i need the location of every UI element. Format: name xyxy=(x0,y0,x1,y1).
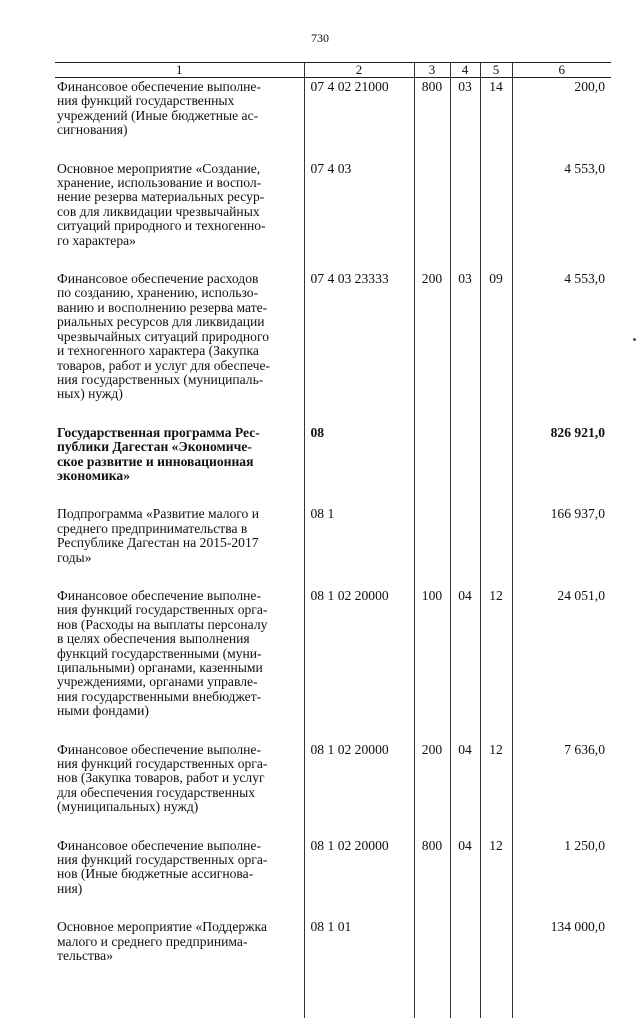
row-code-cell: 08 1 02 20000 xyxy=(304,585,414,739)
row-vr-cell: 100 xyxy=(414,585,450,739)
table-filler-row xyxy=(55,984,611,1018)
row-sum-cell: 1 250,0 xyxy=(512,835,611,917)
row-code-cell: 08 1 xyxy=(304,503,414,585)
column-header-3: 3 xyxy=(414,63,450,78)
row-sum-cell: 200,0 xyxy=(512,78,611,158)
row-rz-cell: 04 xyxy=(450,585,480,739)
row-name-cell: Финансовое обеспечение выполне- ния функций государственных орга- нов (Закупка товаров, работ и услуг для обеспечения государственных (муниципальных) нужд) xyxy=(57,741,268,815)
column-header-6: 6 xyxy=(512,63,611,78)
header-row xyxy=(55,63,611,78)
filler-cell xyxy=(480,984,512,1018)
row-name-cell: Основное мероприятие «Создание, хранение, использование и воспол- нение резерва материальных ресур- сов для ликвидации чрезвычайных ситуаций природного и техногенно- го характера» xyxy=(57,160,266,248)
row-pr-cell: 12 xyxy=(480,585,512,739)
row-pr-cell: 12 xyxy=(480,835,512,917)
row-name-cell: Подпрограмма «Развитие малого и среднего предпринимательства в Республике Дагестан на 2015-2017 годы» xyxy=(57,506,260,565)
row-code-cell: 07 4 03 xyxy=(304,158,414,268)
row-code-cell: 08 1 02 20000 xyxy=(304,835,414,917)
row-rz-cell: 03 xyxy=(450,268,480,422)
row-rz-cell xyxy=(450,158,480,268)
table-row xyxy=(55,739,611,835)
row-name-cell: Государственная программа Рес- публики Дагестан «Экономиче- ское развитие и инновационная экономика» xyxy=(57,424,260,483)
row-rz-cell: 04 xyxy=(450,835,480,917)
row-sum-cell: 134 000,0 xyxy=(512,916,611,983)
row-code-cell: 07 4 03 23333 xyxy=(304,268,414,422)
row-pr-cell: 09 xyxy=(480,268,512,422)
row-sum-cell: 24 051,0 xyxy=(512,585,611,739)
column-header-1: 1 xyxy=(55,63,304,78)
row-code-cell: 07 4 02 21000 xyxy=(304,78,414,158)
row-sum-cell: 4 553,0 xyxy=(512,158,611,268)
row-vr-cell: 800 xyxy=(414,835,450,917)
row-code-cell: 08 xyxy=(304,422,414,504)
row-name-cell: Финансовое обеспечение выполне- ния функций государственных орга- нов (Иные бюджетные ассигнова- ния) xyxy=(57,837,268,896)
row-sum-cell: 826 921,0 xyxy=(512,422,611,504)
row-rz-cell xyxy=(450,503,480,585)
filler-cell xyxy=(450,984,480,1018)
row-pr-cell xyxy=(480,422,512,504)
row-pr-cell xyxy=(480,503,512,585)
row-vr-cell xyxy=(414,158,450,268)
table-row xyxy=(55,268,611,422)
row-sum-cell: 7 636,0 xyxy=(512,739,611,835)
row-pr-cell: 14 xyxy=(480,78,512,158)
row-pr-cell xyxy=(480,158,512,268)
filler-cell xyxy=(55,984,304,1018)
row-name-cell: Финансовое обеспечение выполне- ния функций государственных орга- нов (Расходы на выплаты персоналу в целях обеспечения выполнения функций государственными (муни- ципальными) органами, казенными учреждениями, органами управле- ния государственными внебюджет- ными фондами) xyxy=(57,587,268,719)
column-header-4: 4 xyxy=(450,63,480,78)
row-rz-cell xyxy=(450,422,480,504)
row-pr-cell: 12 xyxy=(480,739,512,835)
table-row xyxy=(55,422,611,504)
row-vr-cell xyxy=(414,503,450,585)
row-vr-cell xyxy=(414,422,450,504)
row-vr-cell: 200 xyxy=(414,739,450,835)
filler-cell xyxy=(304,984,414,1018)
row-sum-cell: 166 937,0 xyxy=(512,503,611,585)
row-name-cell: Финансовое обеспечение расходов по созданию, хранению, использо- ванию и восполнению резерва мате- риальных ресурсов для ликвидации чрезвычайных ситуаций природного и техногенного характера (Закупка товаров, работ и услуг для обеспече- ния государственных (муниципаль- ных) нужд) xyxy=(57,271,271,402)
table-row xyxy=(55,158,611,268)
table-row xyxy=(55,503,611,585)
table-body xyxy=(55,78,611,1018)
row-rz-cell: 03 xyxy=(450,78,480,158)
column-header-2: 2 xyxy=(304,63,414,78)
row-name-cell: Финансовое обеспечение выполне- ния функций государственных учреждений (Иные бюджетные ас- сигнования) xyxy=(57,79,261,138)
filler-cell xyxy=(512,984,611,1018)
table-row xyxy=(55,585,611,739)
scan-mark xyxy=(633,338,636,341)
row-code-cell: 08 1 02 20000 xyxy=(304,739,414,835)
row-name-cell: Основное мероприятие «Поддержка малого и среднего предпринима- тельства» xyxy=(57,919,267,964)
page-number: 730 xyxy=(311,31,329,45)
row-pr-cell xyxy=(480,916,512,983)
row-rz-cell xyxy=(450,916,480,983)
row-code-cell: 08 1 01 xyxy=(304,916,414,983)
row-vr-cell: 800 xyxy=(414,78,450,158)
table-row xyxy=(55,78,611,158)
budget-table xyxy=(55,62,611,1018)
table-row xyxy=(55,835,611,917)
table-row xyxy=(55,916,611,983)
filler-cell xyxy=(414,984,450,1018)
row-vr-cell xyxy=(414,916,450,983)
row-sum-cell: 4 553,0 xyxy=(512,268,611,422)
column-header-5: 5 xyxy=(480,63,512,78)
row-vr-cell: 200 xyxy=(414,268,450,422)
row-rz-cell: 04 xyxy=(450,739,480,835)
